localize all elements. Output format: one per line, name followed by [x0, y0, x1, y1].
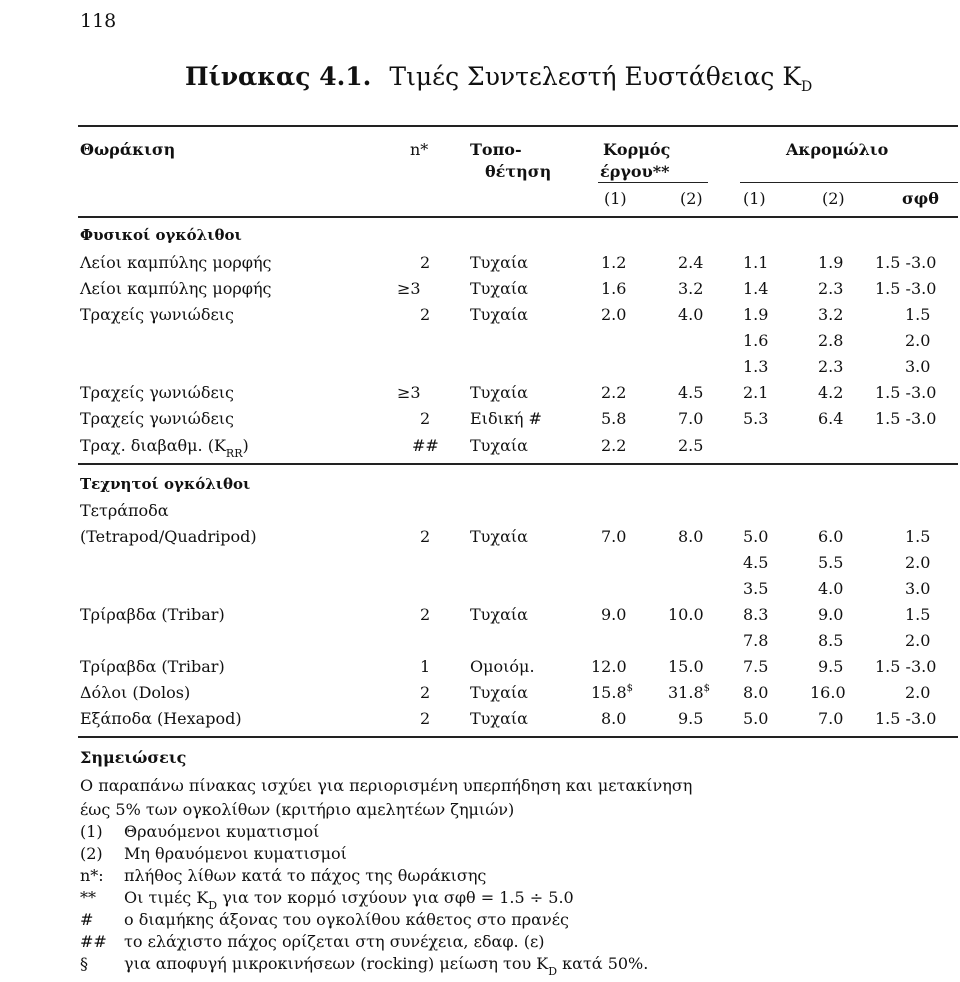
header-placement-1: Τοπο- [470, 140, 522, 159]
nat-row-7-h1: 5.3 [743, 409, 769, 428]
art-row-5-h2: 9.0 [818, 605, 844, 624]
krr-subscript: RR [225, 447, 243, 460]
nat-row-7-place: Ειδική # [470, 409, 542, 428]
art-row-8-h2: 16.0 [810, 683, 846, 702]
art-row-9-h1: 5.0 [743, 709, 769, 728]
art-row-5-s: 1.5 [905, 605, 931, 624]
art-row-9-s: 1.5 -3.0 [875, 709, 937, 728]
art-row-3-s: 2.0 [905, 553, 931, 572]
krr-close: ) [242, 436, 249, 455]
header-head-c1: (1) [743, 189, 766, 208]
nat-row-6-name: Τραχείς γωνιώδεις [80, 383, 234, 402]
nat-row-3-t2: 4.0 [678, 305, 704, 324]
art-row-5-t2: 10.0 [668, 605, 704, 624]
note-text-1: Θραυόμενοι κυματισμοί [124, 822, 320, 841]
nat-row-2-h1: 1.4 [743, 279, 769, 298]
note-text-4 [124, 888, 574, 912]
nat-row-3-h1: 1.9 [743, 305, 769, 324]
nat-row-3-s: 1.5 [905, 305, 931, 324]
note-text-7a: για αποφυγή μικροκινήσεων (rocking) μείωση του Κ [124, 954, 549, 973]
note-text-7b: κατά 50%. [557, 954, 649, 973]
nat-row-8-place: Τυχαία [470, 436, 528, 455]
art-row-8-s: 2.0 [905, 683, 931, 702]
art-row-8-t2-value: 31.8 [668, 683, 704, 702]
art-row-8-n: 2 [420, 683, 431, 702]
nat-row-2-n: ≥3 [397, 279, 421, 298]
art-row-5-name: Τρίραβδα (Tribar) [80, 605, 225, 624]
nat-row-3-n: 2 [420, 305, 431, 324]
art-row-9-name: Εξάποδα (Hexapod) [80, 709, 242, 728]
nat-row-6-t1: 2.2 [601, 383, 627, 402]
art-row-2-t1: 7.0 [601, 527, 627, 546]
nat-row-2-t2: 3.2 [678, 279, 704, 298]
nat-row-1-s: 1.5 -3.0 [875, 253, 937, 272]
nat-row-3-place: Τυχαία [470, 305, 528, 324]
nat-row-6-s: 1.5 -3.0 [875, 383, 937, 402]
note-text-4b: για τον κορμό ισχύουν για σφθ = 1.5 ÷ 5.0 [217, 888, 574, 907]
art-row-7-t2: 15.0 [668, 657, 704, 676]
section-artificial-title: Τεχνητοί ογκόλιθοι [80, 475, 251, 493]
art-row-1-name: Τετράποδα [80, 501, 169, 520]
art-row-7-place: Ομοιόμ. [470, 657, 535, 676]
art-row-6-s: 2.0 [905, 631, 931, 650]
nat-row-8-name-text: Τραχ. διαβαθμ. (K [80, 436, 226, 455]
notes-line-1: Ο παραπάνω πίνακας ισχύει για περιορισμένη υπερπήδηση και μετακίνηση [80, 776, 693, 795]
art-row-4-h2: 4.0 [818, 579, 844, 598]
nat-row-8-n: ## [412, 436, 439, 455]
art-row-7-h2: 9.5 [818, 657, 844, 676]
note-text-2: Μη θραυόμενοι κυματισμοί [124, 844, 347, 863]
nat-row-1-place: Τυχαία [470, 253, 528, 272]
art-row-9-n: 2 [420, 709, 431, 728]
nat-row-1-t2: 2.4 [678, 253, 704, 272]
nat-row-6-t2: 4.5 [678, 383, 704, 402]
title-subscript: D [801, 79, 813, 95]
note-text-6: το ελάχιστο πάχος ορίζεται στη συνέχεια, εδαφ. (ε) [124, 932, 545, 951]
top-rule [78, 125, 958, 127]
note-text-7 [124, 954, 648, 978]
nat-row-7-t2: 7.0 [678, 409, 704, 428]
art-row-3-h1: 4.5 [743, 553, 769, 572]
header-head-c2: (2) [822, 189, 845, 208]
header-armour: Θωράκιση [80, 140, 176, 159]
section-natural-title: Φυσικοί ογκόλιθοι [80, 226, 242, 244]
art-row-7-n: 1 [420, 657, 431, 676]
nat-row-2-name: Λείοι καμπύλης μορφής [80, 279, 272, 298]
nat-row-8-name [80, 436, 249, 460]
art-row-2-h2: 6.0 [818, 527, 844, 546]
art-row-8-h1: 8.0 [743, 683, 769, 702]
header-placement-2: θέτηση [485, 162, 552, 181]
art-row-8-name: Δόλοι (Dolos) [80, 683, 191, 702]
header-bottom-rule [78, 216, 958, 218]
header-head: Ακρομώλιο [786, 140, 889, 159]
art-row-2-t2: 8.0 [678, 527, 704, 546]
nat-row-1-n: 2 [420, 253, 431, 272]
nat-row-2-t1: 1.6 [601, 279, 627, 298]
art-row-9-t1: 8.0 [601, 709, 627, 728]
nat-row-5-s: 3.0 [905, 357, 931, 376]
art-row-3-h2: 5.5 [818, 553, 844, 572]
art-row-2-place: Τυχαία [470, 527, 528, 546]
nat-row-7-name: Τραχείς γωνιώδεις [80, 409, 234, 428]
nat-row-1-t1: 1.2 [601, 253, 627, 272]
nat-row-6-h1: 2.1 [743, 383, 769, 402]
art-row-6-h2: 8.5 [818, 631, 844, 650]
header-trunk-c2: (2) [680, 189, 703, 208]
art-row-8-t2 [668, 683, 710, 702]
nat-row-1-name: Λείοι καμπύλης μορφής [80, 253, 272, 272]
art-row-8-t1 [591, 683, 633, 702]
nat-row-8-t2: 2.5 [678, 436, 704, 455]
header-n: n* [410, 140, 429, 159]
art-row-7-t1: 12.0 [591, 657, 627, 676]
header-trunk-2: έργου** [600, 162, 670, 181]
art-row-9-t2: 9.5 [678, 709, 704, 728]
art-row-4-s: 3.0 [905, 579, 931, 598]
nat-row-4-h2: 2.8 [818, 331, 844, 350]
header-head-slope: σφθ [902, 189, 939, 208]
note-mark-2: (2) [80, 844, 103, 863]
art-row-4-h1: 3.5 [743, 579, 769, 598]
nat-row-7-n: 2 [420, 409, 431, 428]
note-text-5: ο διαμήκης άξονας του ογκολίθου κάθετος στο πρανές [124, 910, 569, 929]
nat-row-1-h2: 1.9 [818, 253, 844, 272]
notes-line-2: έως 5% των ογκολίθων (κριτήριο αμελητέων ζημιών) [80, 800, 515, 819]
note-mark-4: ** [80, 888, 96, 907]
nat-row-4-h1: 1.6 [743, 331, 769, 350]
note-mark-7: § [80, 954, 88, 973]
table-label: Πίνακας 4.1. [185, 62, 372, 91]
head-rule [740, 182, 958, 183]
nat-row-5-h2: 2.3 [818, 357, 844, 376]
art-row-5-t1: 9.0 [601, 605, 627, 624]
nat-row-3-name: Τραχείς γωνιώδεις [80, 305, 234, 324]
art-row-9-place: Τυχαία [470, 709, 528, 728]
nat-row-5-h1: 1.3 [743, 357, 769, 376]
art-row-5-n: 2 [420, 605, 431, 624]
note-mark-3: n*: [80, 866, 104, 885]
art-row-8-t1-mark: $ [626, 683, 633, 694]
note-7-subscript: D [548, 965, 558, 978]
header-trunk-1: Κορμός [603, 140, 671, 159]
art-row-9-h2: 7.0 [818, 709, 844, 728]
table-title [185, 62, 812, 95]
art-row-7-s: 1.5 -3.0 [875, 657, 937, 676]
note-mark-6: ## [80, 932, 107, 951]
nat-row-2-s: 1.5 -3.0 [875, 279, 937, 298]
header-trunk-c1: (1) [604, 189, 627, 208]
note-4-subscript: D [208, 899, 218, 912]
art-row-2-s: 1.5 [905, 527, 931, 546]
art-row-2-name: (Tetrapod/Quadripod) [80, 527, 257, 546]
section-rule [78, 463, 958, 465]
art-row-6-h1: 7.8 [743, 631, 769, 650]
nat-row-7-h2: 6.4 [818, 409, 844, 428]
art-row-5-h1: 8.3 [743, 605, 769, 624]
nat-row-2-h2: 2.3 [818, 279, 844, 298]
art-row-7-h1: 7.5 [743, 657, 769, 676]
trunk-rule [598, 182, 708, 183]
table-bottom-rule [78, 736, 958, 738]
page-number: 118 [80, 10, 117, 32]
nat-row-1-h1: 1.1 [743, 253, 769, 272]
nat-row-7-t1: 5.8 [601, 409, 627, 428]
note-mark-5: # [80, 910, 94, 929]
nat-row-4-s: 2.0 [905, 331, 931, 350]
nat-row-6-h2: 4.2 [818, 383, 844, 402]
nat-row-8-t1: 2.2 [601, 436, 627, 455]
art-row-8-place: Τυχαία [470, 683, 528, 702]
note-text-3: πλήθος λίθων κατά το πάχος της θωράκισης [124, 866, 487, 885]
art-row-8-t1-value: 15.8 [591, 683, 627, 702]
art-row-2-h1: 5.0 [743, 527, 769, 546]
table-title-text: Τιμές Συντελεστή Ευστάθειας Κ [389, 62, 802, 91]
art-row-2-n: 2 [420, 527, 431, 546]
nat-row-6-place: Τυχαία [470, 383, 528, 402]
art-row-8-t2-mark: $ [703, 683, 710, 694]
nat-row-3-h2: 3.2 [818, 305, 844, 324]
nat-row-2-place: Τυχαία [470, 279, 528, 298]
notes-title: Σημειώσεις [80, 748, 187, 767]
nat-row-3-t1: 2.0 [601, 305, 627, 324]
nat-row-7-s: 1.5 -3.0 [875, 409, 937, 428]
art-row-7-name: Τρίραβδα (Tribar) [80, 657, 225, 676]
art-row-5-place: Τυχαία [470, 605, 528, 624]
note-text-4a: Οι τιμές Κ [124, 888, 209, 907]
note-mark-1: (1) [80, 822, 103, 841]
nat-row-6-n: ≥3 [397, 383, 421, 402]
